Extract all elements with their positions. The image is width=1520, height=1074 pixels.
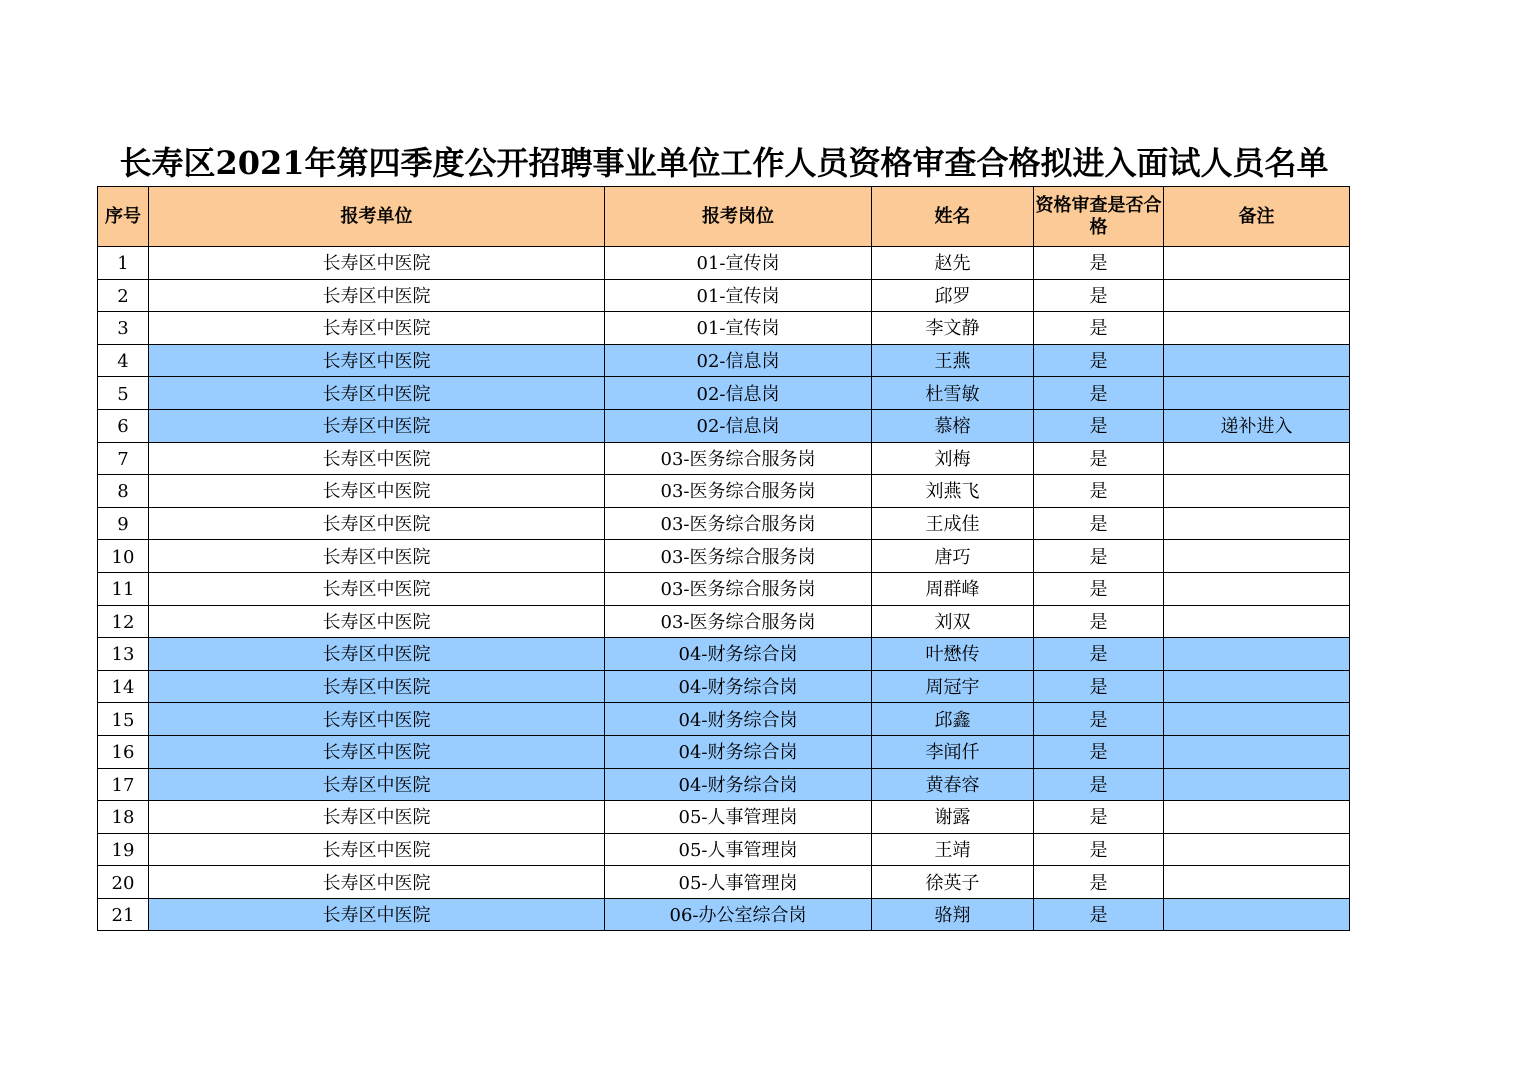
cell-post: 06-办公室综合岗 bbox=[605, 898, 872, 931]
cell-unit: 长寿区中医院 bbox=[149, 735, 605, 768]
cell-qualified: 是 bbox=[1034, 670, 1164, 703]
cell-unit: 长寿区中医院 bbox=[149, 312, 605, 345]
cell-qualified: 是 bbox=[1034, 801, 1164, 834]
table-row bbox=[98, 377, 1350, 410]
cell-unit: 长寿区中医院 bbox=[149, 605, 605, 638]
cell-unit: 长寿区中医院 bbox=[149, 507, 605, 540]
cell-no: 9 bbox=[98, 507, 149, 540]
cell-qualified: 是 bbox=[1034, 344, 1164, 377]
cell-no: 2 bbox=[98, 279, 149, 312]
cell-no: 17 bbox=[98, 768, 149, 801]
cell-qualified: 是 bbox=[1034, 507, 1164, 540]
cell-note bbox=[1164, 442, 1350, 475]
table-row bbox=[98, 801, 1350, 834]
cell-post: 02-信息岗 bbox=[605, 409, 872, 442]
column-header-name: 姓名 bbox=[872, 187, 1034, 247]
cell-post: 04-财务综合岗 bbox=[605, 768, 872, 801]
cell-name: 王燕 bbox=[872, 344, 1034, 377]
cell-note bbox=[1164, 312, 1350, 345]
cell-note bbox=[1164, 735, 1350, 768]
cell-note: 递补进入 bbox=[1164, 409, 1350, 442]
cell-name: 唐巧 bbox=[872, 540, 1034, 573]
cell-post: 03-医务综合服务岗 bbox=[605, 475, 872, 508]
cell-name: 刘梅 bbox=[872, 442, 1034, 475]
cell-unit: 长寿区中医院 bbox=[149, 898, 605, 931]
cell-post: 04-财务综合岗 bbox=[605, 670, 872, 703]
cell-post: 04-财务综合岗 bbox=[605, 735, 872, 768]
cell-unit: 长寿区中医院 bbox=[149, 377, 605, 410]
table-row bbox=[98, 540, 1350, 573]
cell-unit: 长寿区中医院 bbox=[149, 768, 605, 801]
cell-post: 03-医务综合服务岗 bbox=[605, 507, 872, 540]
column-header-note: 备注 bbox=[1164, 187, 1350, 247]
cell-note bbox=[1164, 605, 1350, 638]
column-header-no: 序号 bbox=[98, 187, 149, 247]
cell-name: 邱鑫 bbox=[872, 703, 1034, 736]
cell-post: 01-宣传岗 bbox=[605, 312, 872, 345]
cell-unit: 长寿区中医院 bbox=[149, 638, 605, 671]
cell-no: 10 bbox=[98, 540, 149, 573]
cell-name: 骆翔 bbox=[872, 898, 1034, 931]
cell-unit: 长寿区中医院 bbox=[149, 572, 605, 605]
table-row bbox=[98, 866, 1350, 899]
cell-name: 徐英子 bbox=[872, 866, 1034, 899]
cell-note bbox=[1164, 670, 1350, 703]
column-header-unit: 报考单位 bbox=[149, 187, 605, 247]
cell-post: 03-医务综合服务岗 bbox=[605, 572, 872, 605]
cell-qualified: 是 bbox=[1034, 540, 1164, 573]
cell-post: 04-财务综合岗 bbox=[605, 638, 872, 671]
cell-note bbox=[1164, 247, 1350, 280]
cell-qualified: 是 bbox=[1034, 247, 1164, 280]
cell-qualified: 是 bbox=[1034, 312, 1164, 345]
cell-no: 7 bbox=[98, 442, 149, 475]
cell-qualified: 是 bbox=[1034, 866, 1164, 899]
cell-qualified: 是 bbox=[1034, 703, 1164, 736]
cell-post: 05-人事管理岗 bbox=[605, 801, 872, 834]
table-row bbox=[98, 703, 1350, 736]
cell-name: 赵先 bbox=[872, 247, 1034, 280]
cell-note bbox=[1164, 507, 1350, 540]
cell-name: 周群峰 bbox=[872, 572, 1034, 605]
table-header-row bbox=[98, 187, 1350, 247]
cell-name: 王靖 bbox=[872, 833, 1034, 866]
cell-no: 13 bbox=[98, 638, 149, 671]
cell-unit: 长寿区中医院 bbox=[149, 540, 605, 573]
table-row bbox=[98, 279, 1350, 312]
table-row bbox=[98, 605, 1350, 638]
cell-post: 04-财务综合岗 bbox=[605, 703, 872, 736]
cell-no: 5 bbox=[98, 377, 149, 410]
cell-no: 19 bbox=[98, 833, 149, 866]
cell-no: 4 bbox=[98, 344, 149, 377]
cell-post: 02-信息岗 bbox=[605, 344, 872, 377]
cell-qualified: 是 bbox=[1034, 409, 1164, 442]
cell-note bbox=[1164, 540, 1350, 573]
cell-name: 刘双 bbox=[872, 605, 1034, 638]
cell-unit: 长寿区中医院 bbox=[149, 344, 605, 377]
table-row bbox=[98, 344, 1350, 377]
cell-name: 邱罗 bbox=[872, 279, 1034, 312]
column-header-post: 报考岗位 bbox=[605, 187, 872, 247]
cell-post: 01-宣传岗 bbox=[605, 247, 872, 280]
cell-note bbox=[1164, 833, 1350, 866]
cell-note bbox=[1164, 279, 1350, 312]
table-row bbox=[98, 475, 1350, 508]
cell-qualified: 是 bbox=[1034, 442, 1164, 475]
cell-qualified: 是 bbox=[1034, 735, 1164, 768]
cell-qualified: 是 bbox=[1034, 279, 1164, 312]
cell-unit: 长寿区中医院 bbox=[149, 833, 605, 866]
cell-name: 慕榕 bbox=[872, 409, 1034, 442]
column-header-qualified: 资格审查是否合格 bbox=[1034, 187, 1164, 247]
table-row bbox=[98, 768, 1350, 801]
cell-name: 黄春容 bbox=[872, 768, 1034, 801]
cell-post: 02-信息岗 bbox=[605, 377, 872, 410]
table-row bbox=[98, 312, 1350, 345]
cell-unit: 长寿区中医院 bbox=[149, 703, 605, 736]
table-row bbox=[98, 409, 1350, 442]
table-row bbox=[98, 833, 1350, 866]
cell-no: 3 bbox=[98, 312, 149, 345]
cell-note bbox=[1164, 638, 1350, 671]
table-row bbox=[98, 507, 1350, 540]
cell-note bbox=[1164, 866, 1350, 899]
cell-no: 21 bbox=[98, 898, 149, 931]
cell-post: 05-人事管理岗 bbox=[605, 866, 872, 899]
cell-unit: 长寿区中医院 bbox=[149, 409, 605, 442]
cell-post: 03-医务综合服务岗 bbox=[605, 605, 872, 638]
cell-name: 周冠宇 bbox=[872, 670, 1034, 703]
cell-note bbox=[1164, 475, 1350, 508]
cell-qualified: 是 bbox=[1034, 475, 1164, 508]
table-row bbox=[98, 735, 1350, 768]
cell-note bbox=[1164, 377, 1350, 410]
table-row bbox=[98, 442, 1350, 475]
cell-unit: 长寿区中医院 bbox=[149, 670, 605, 703]
cell-note bbox=[1164, 898, 1350, 931]
cell-qualified: 是 bbox=[1034, 572, 1164, 605]
table-body bbox=[98, 247, 1350, 931]
cell-no: 18 bbox=[98, 801, 149, 834]
cell-post: 01-宣传岗 bbox=[605, 279, 872, 312]
table-row bbox=[98, 898, 1350, 931]
cell-post: 03-医务综合服务岗 bbox=[605, 540, 872, 573]
cell-note bbox=[1164, 768, 1350, 801]
cell-name: 李文静 bbox=[872, 312, 1034, 345]
cell-no: 11 bbox=[98, 572, 149, 605]
cell-no: 16 bbox=[98, 735, 149, 768]
table-row bbox=[98, 638, 1350, 671]
cell-post: 05-人事管理岗 bbox=[605, 833, 872, 866]
cell-note bbox=[1164, 572, 1350, 605]
table-row bbox=[98, 572, 1350, 605]
cell-unit: 长寿区中医院 bbox=[149, 866, 605, 899]
cell-qualified: 是 bbox=[1034, 377, 1164, 410]
cell-name: 谢露 bbox=[872, 801, 1034, 834]
candidate-table bbox=[97, 186, 1350, 931]
cell-unit: 长寿区中医院 bbox=[149, 801, 605, 834]
cell-no: 20 bbox=[98, 866, 149, 899]
cell-note bbox=[1164, 801, 1350, 834]
table-row bbox=[98, 247, 1350, 280]
cell-note bbox=[1164, 344, 1350, 377]
cell-post: 03-医务综合服务岗 bbox=[605, 442, 872, 475]
cell-no: 6 bbox=[98, 409, 149, 442]
cell-qualified: 是 bbox=[1034, 898, 1164, 931]
cell-no: 12 bbox=[98, 605, 149, 638]
table-row bbox=[98, 670, 1350, 703]
page-title: 长寿区2021年第四季度公开招聘事业单位工作人员资格审查合格拟进入面试人员名单 bbox=[119, 144, 1329, 182]
cell-unit: 长寿区中医院 bbox=[149, 247, 605, 280]
cell-qualified: 是 bbox=[1034, 638, 1164, 671]
cell-name: 杜雪敏 bbox=[872, 377, 1034, 410]
cell-qualified: 是 bbox=[1034, 833, 1164, 866]
cell-unit: 长寿区中医院 bbox=[149, 442, 605, 475]
cell-name: 叶懋传 bbox=[872, 638, 1034, 671]
cell-no: 8 bbox=[98, 475, 149, 508]
cell-no: 1 bbox=[98, 247, 149, 280]
cell-no: 15 bbox=[98, 703, 149, 736]
cell-no: 14 bbox=[98, 670, 149, 703]
cell-name: 王成佳 bbox=[872, 507, 1034, 540]
cell-name: 刘燕飞 bbox=[872, 475, 1034, 508]
cell-qualified: 是 bbox=[1034, 768, 1164, 801]
cell-qualified: 是 bbox=[1034, 605, 1164, 638]
cell-name: 李闻仟 bbox=[872, 735, 1034, 768]
cell-unit: 长寿区中医院 bbox=[149, 279, 605, 312]
cell-note bbox=[1164, 703, 1350, 736]
cell-unit: 长寿区中医院 bbox=[149, 475, 605, 508]
